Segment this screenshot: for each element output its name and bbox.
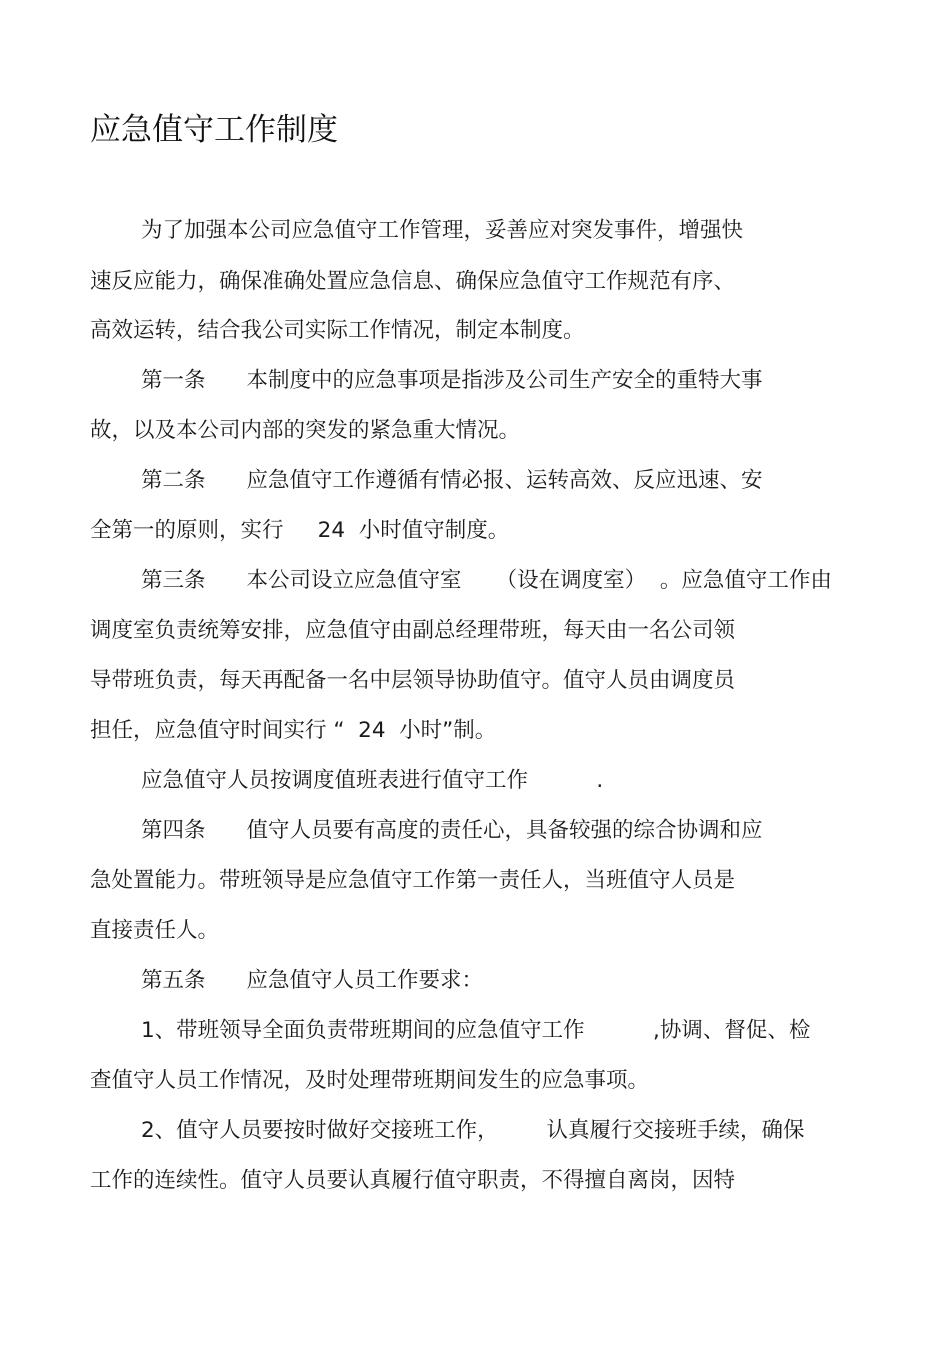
article-3-line: 导带班负责，每天再配备一名中层领导协助值守。值守人员由调度员 — [90, 668, 736, 693]
article-3-line: 第三条 本公司设立应急值守室 （设在调度室） 。应急值守工作由 — [141, 568, 832, 593]
article-4-line: 第四条 值守人员要有高度的责任心，具备较强的综合协调和应 — [141, 818, 763, 843]
article-2-line: 第二条 应急值守工作遵循有情必报、运转高效、反应迅速、安 — [141, 468, 763, 493]
requirement-2-line: 2、值守人员要按时做好交接班工作， 认真履行交接班手续，确保 — [141, 1118, 805, 1143]
article-3-line: 担任，应急值守时间实行 “ 24 小时”制。 — [90, 718, 497, 743]
requirement-1-line: 查值守人员工作情况，及时处理带班期间发生的应急事项。 — [90, 1068, 650, 1093]
paragraph-line: 为了加强本公司应急值守工作管理，妥善应对突发事件，增强快 — [141, 218, 744, 243]
requirement-2-line: 工作的连续性。值守人员要认真履行值守职责，不得擅自离岗，因特 — [90, 1168, 736, 1193]
article-3-line: 调度室负责统筹安排，应急值守由副总经理带班，每天由一名公司领 — [90, 618, 736, 643]
paragraph-line: 速反应能力，确保准确处置应急信息、确保应急值守工作规范有序、 — [90, 269, 736, 294]
article-4-line: 直接责任人。 — [90, 918, 220, 943]
article-1-line: 第一条 本制度中的应急事项是指涉及公司生产安全的重特大事 — [141, 368, 763, 393]
article-5-line: 第五条 应急值守人员工作要求： — [141, 968, 484, 993]
duty-schedule-line: 应急值守人员按调度值班表进行值守工作 . — [141, 768, 604, 793]
document-title: 应急值守工作制度 — [90, 112, 338, 148]
article-2-line: 全第一的原则，实行 24 小时值守制度。 — [90, 518, 510, 543]
article-4-line: 急处置能力。带班领导是应急值守工作第一责任人，当班值守人员是 — [90, 868, 736, 893]
article-1-line: 故，以及本公司内部的突发的紧急重大情况。 — [90, 418, 521, 443]
requirement-1-line: 1、带班领导全面负责带班期间的应急值守工作 ,协调、督促、检 — [141, 1018, 811, 1043]
paragraph-line: 高效运转，结合我公司实际工作情况，制定本制度。 — [90, 318, 585, 343]
